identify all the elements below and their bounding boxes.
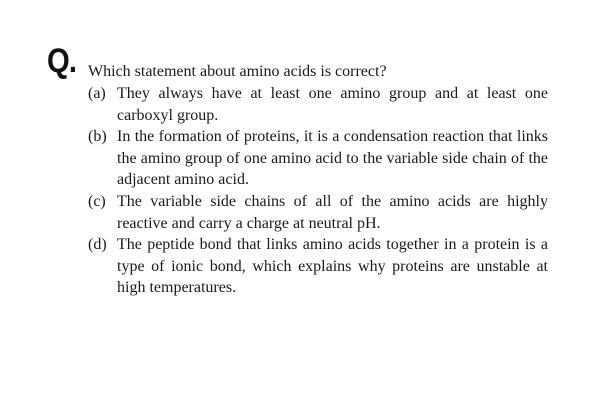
option-c-text: The variable side chains of all of the amino acids are highly reactive and carry a charge at neutral pH. — [117, 192, 548, 232]
option-c — [88, 191, 548, 234]
answer-options-list — [88, 83, 548, 299]
question-marker: Q. — [47, 42, 77, 80]
option-b — [88, 126, 548, 191]
option-b-letter: (b) — [88, 128, 107, 146]
option-d — [88, 234, 548, 299]
option-d-letter: (d) — [88, 236, 107, 254]
option-b-text: In the formation of proteins, it is a condensation reaction that links the amino group of one amino acid to the variable side chain of the adjacent amino acid. — [117, 128, 548, 189]
question-stem: Which statement about amino acids is correct? — [88, 63, 387, 80]
option-d-text: The peptide bond that links amino acids together in a protein is a type of ionic bond, which explains why proteins are unstable at high temperatures. — [117, 236, 548, 297]
option-c-letter: (c) — [88, 192, 106, 210]
option-a — [88, 83, 548, 126]
option-a-text: They always have at least one amino group and at least one carboxyl group. — [117, 85, 548, 124]
option-a-letter: (a) — [88, 85, 106, 102]
